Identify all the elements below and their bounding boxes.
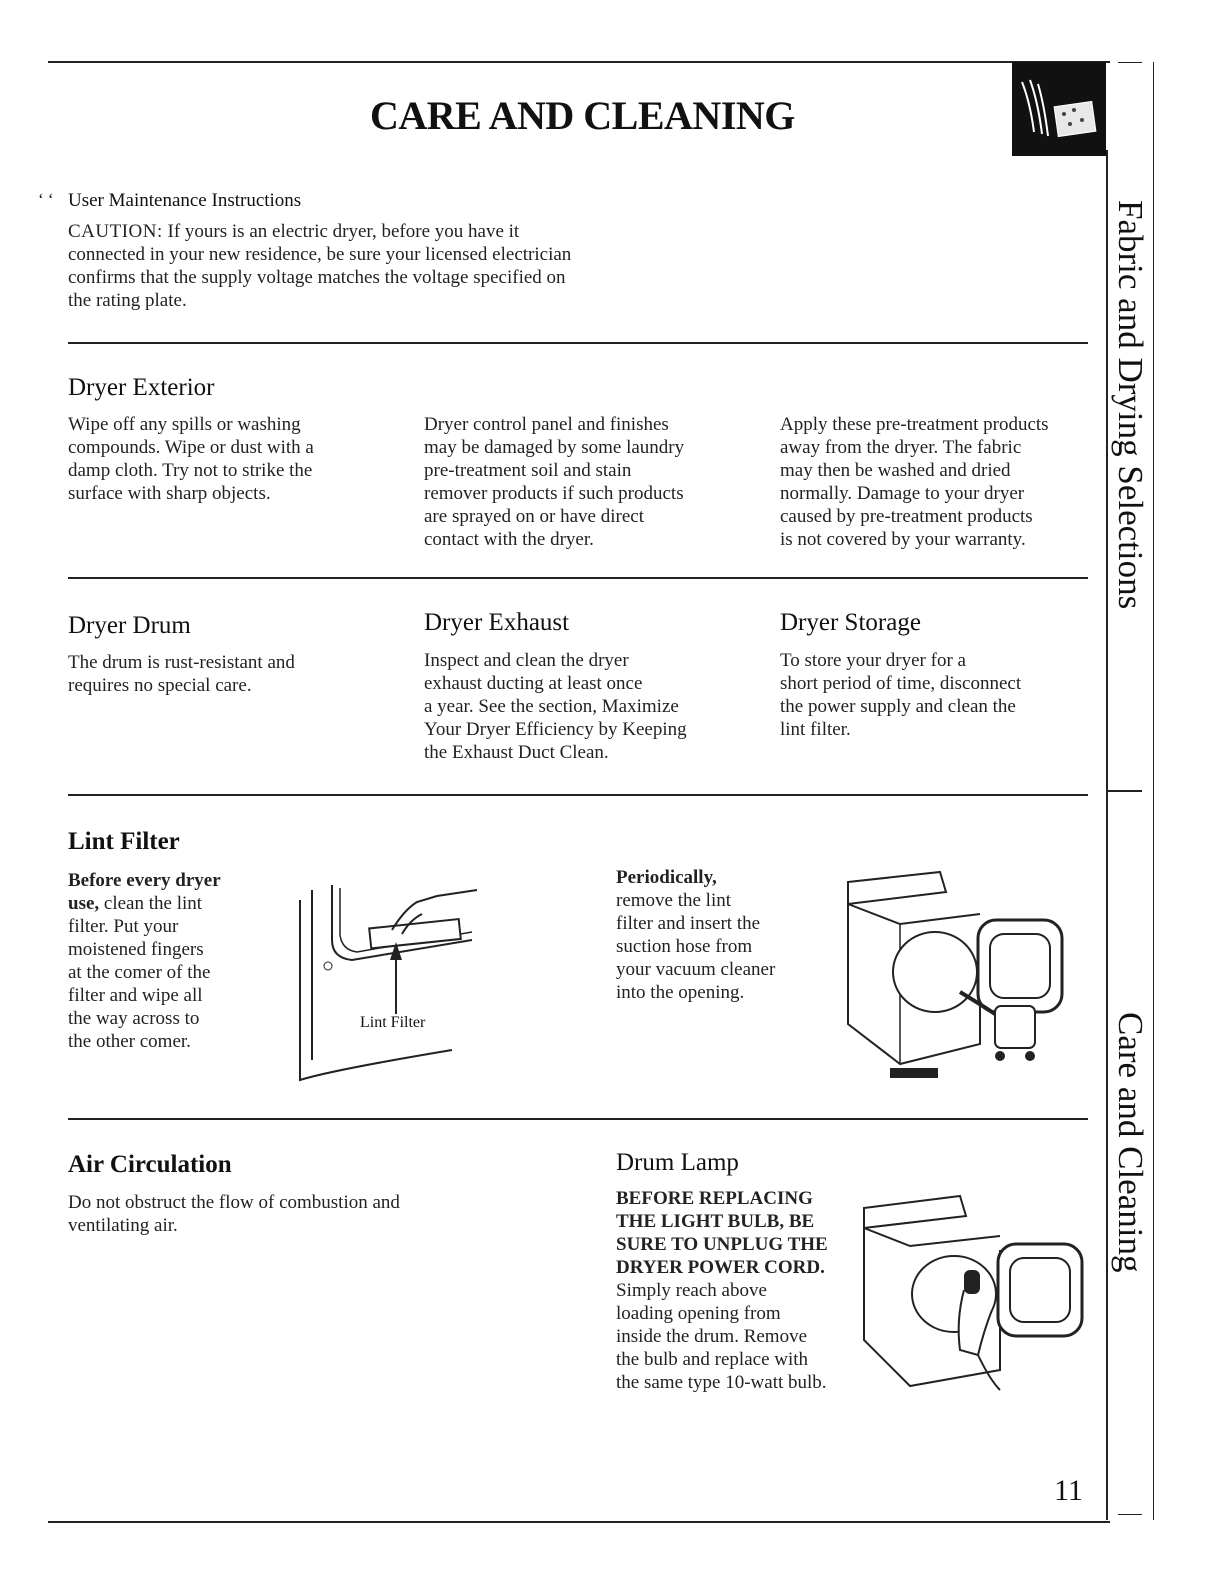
periodically-block [616,866,836,1004]
lint-filter-figure-label: Lint Filter [360,1014,426,1031]
dryer-storage-text: To store your dryer for a short period of time, disconnect the power supply and clean the lint filter. [780,650,1022,740]
page-number: 11 [1054,1474,1083,1507]
dryer-exhaust-text: Inspect and clean the dryer exhaust ducting at least once a year. See the section, Maximize Your Dryer Efficiency by Keeping the Exhaust Duct Clean. [424,650,687,763]
air-circulation-heading: Air Circulation [68,1151,232,1178]
air-circulation-text: Do not obstruct the flow of combustion and ventilating air. [68,1192,400,1236]
sidebar-tick-top [1118,62,1142,63]
lint-filter-heading: Lint Filter [68,828,180,855]
dryer-exhaust-heading: Dryer Exhaust [424,609,570,636]
sponge-hand-icon [1012,62,1106,156]
dryer-exterior-col3: Apply these pre-treatment products away from the dryer. The fabric may then be washed and dried normally. Damage to your dryer caused by pre-treatment products is not covered by your warranty. [780,414,1049,550]
caution-text: If yours is an electric dryer, before you have it connected in your new residence, be sure your licensed electrician confirms that the supply voltage matches the voltage specified on the rating plate. [68,221,572,311]
bottom-rule [48,1521,1110,1523]
drum-lamp-illustration [860,1190,1090,1400]
sidebar-rule [1106,150,1108,1520]
right-edge-rule [1153,62,1154,1520]
lint-filter-lead: Before every dryer use, [68,870,221,914]
sidebar-tab-fabric-drying: Fabric and Drying Selections [1111,200,1150,610]
divider-4 [68,1118,1088,1120]
sidebar-tick-mid [1106,790,1142,792]
vacuum-dryer-illustration [840,864,1070,1089]
page-title: CARE AND CLEANING [370,93,795,138]
top-rule [48,61,1110,63]
lint-filter-illustration [292,880,492,1090]
maintenance-heading: User Maintenance Instructions [68,190,302,211]
maintenance-marker: ‘ ‘ [38,190,54,209]
dryer-exterior-col2: Dryer control panel and finishes may be damaged by some laundry pre-treatment soil and stain remover products if such products are sprayed on or have direct contact with the dryer. [424,414,685,550]
lint-filter-text-block [68,869,268,1053]
sidebar-tick-bottom [1118,1514,1142,1515]
dryer-exterior-heading: Dryer Exterior [68,374,215,401]
dryer-drum-text: The drum is rust-resistant and requires no special care. [68,652,295,696]
dryer-exterior-col1: Wipe off any spills or washing compounds. Wipe or dust with a damp cloth. Try not to strike the surface with sharp objects. [68,414,314,504]
drum-lamp-warning: BEFORE REPLACING THE LIGHT BULB, BE SURE TO UNPLUG THE DRYER POWER CORD. [616,1188,828,1278]
divider-1 [68,342,1088,344]
sidebar-tab-care-cleaning: Care and Cleaning [1111,1012,1150,1273]
periodically-lead: Periodically, [616,867,717,888]
caution-block [68,220,708,312]
divider-3 [68,794,1088,796]
periodically-text: remove the lint filter and insert the suction hose from your vacuum cleaner into the opening. [616,890,776,1003]
dryer-storage-heading: Dryer Storage [780,609,921,636]
dryer-drum-heading: Dryer Drum [68,612,191,639]
divider-2 [68,577,1088,579]
caution-label: CAUTION: [68,221,163,242]
drum-lamp-heading: Drum Lamp [616,1149,739,1176]
drum-lamp-text: Simply reach above loading opening from inside the drum. Remove the bulb and replace with the same type 10-watt bulb. [616,1280,827,1393]
lint-filter-text: clean the lint filter. Put your moistened fingers at the comer of the filter and wipe all the way across to the other comer. [68,893,211,1052]
